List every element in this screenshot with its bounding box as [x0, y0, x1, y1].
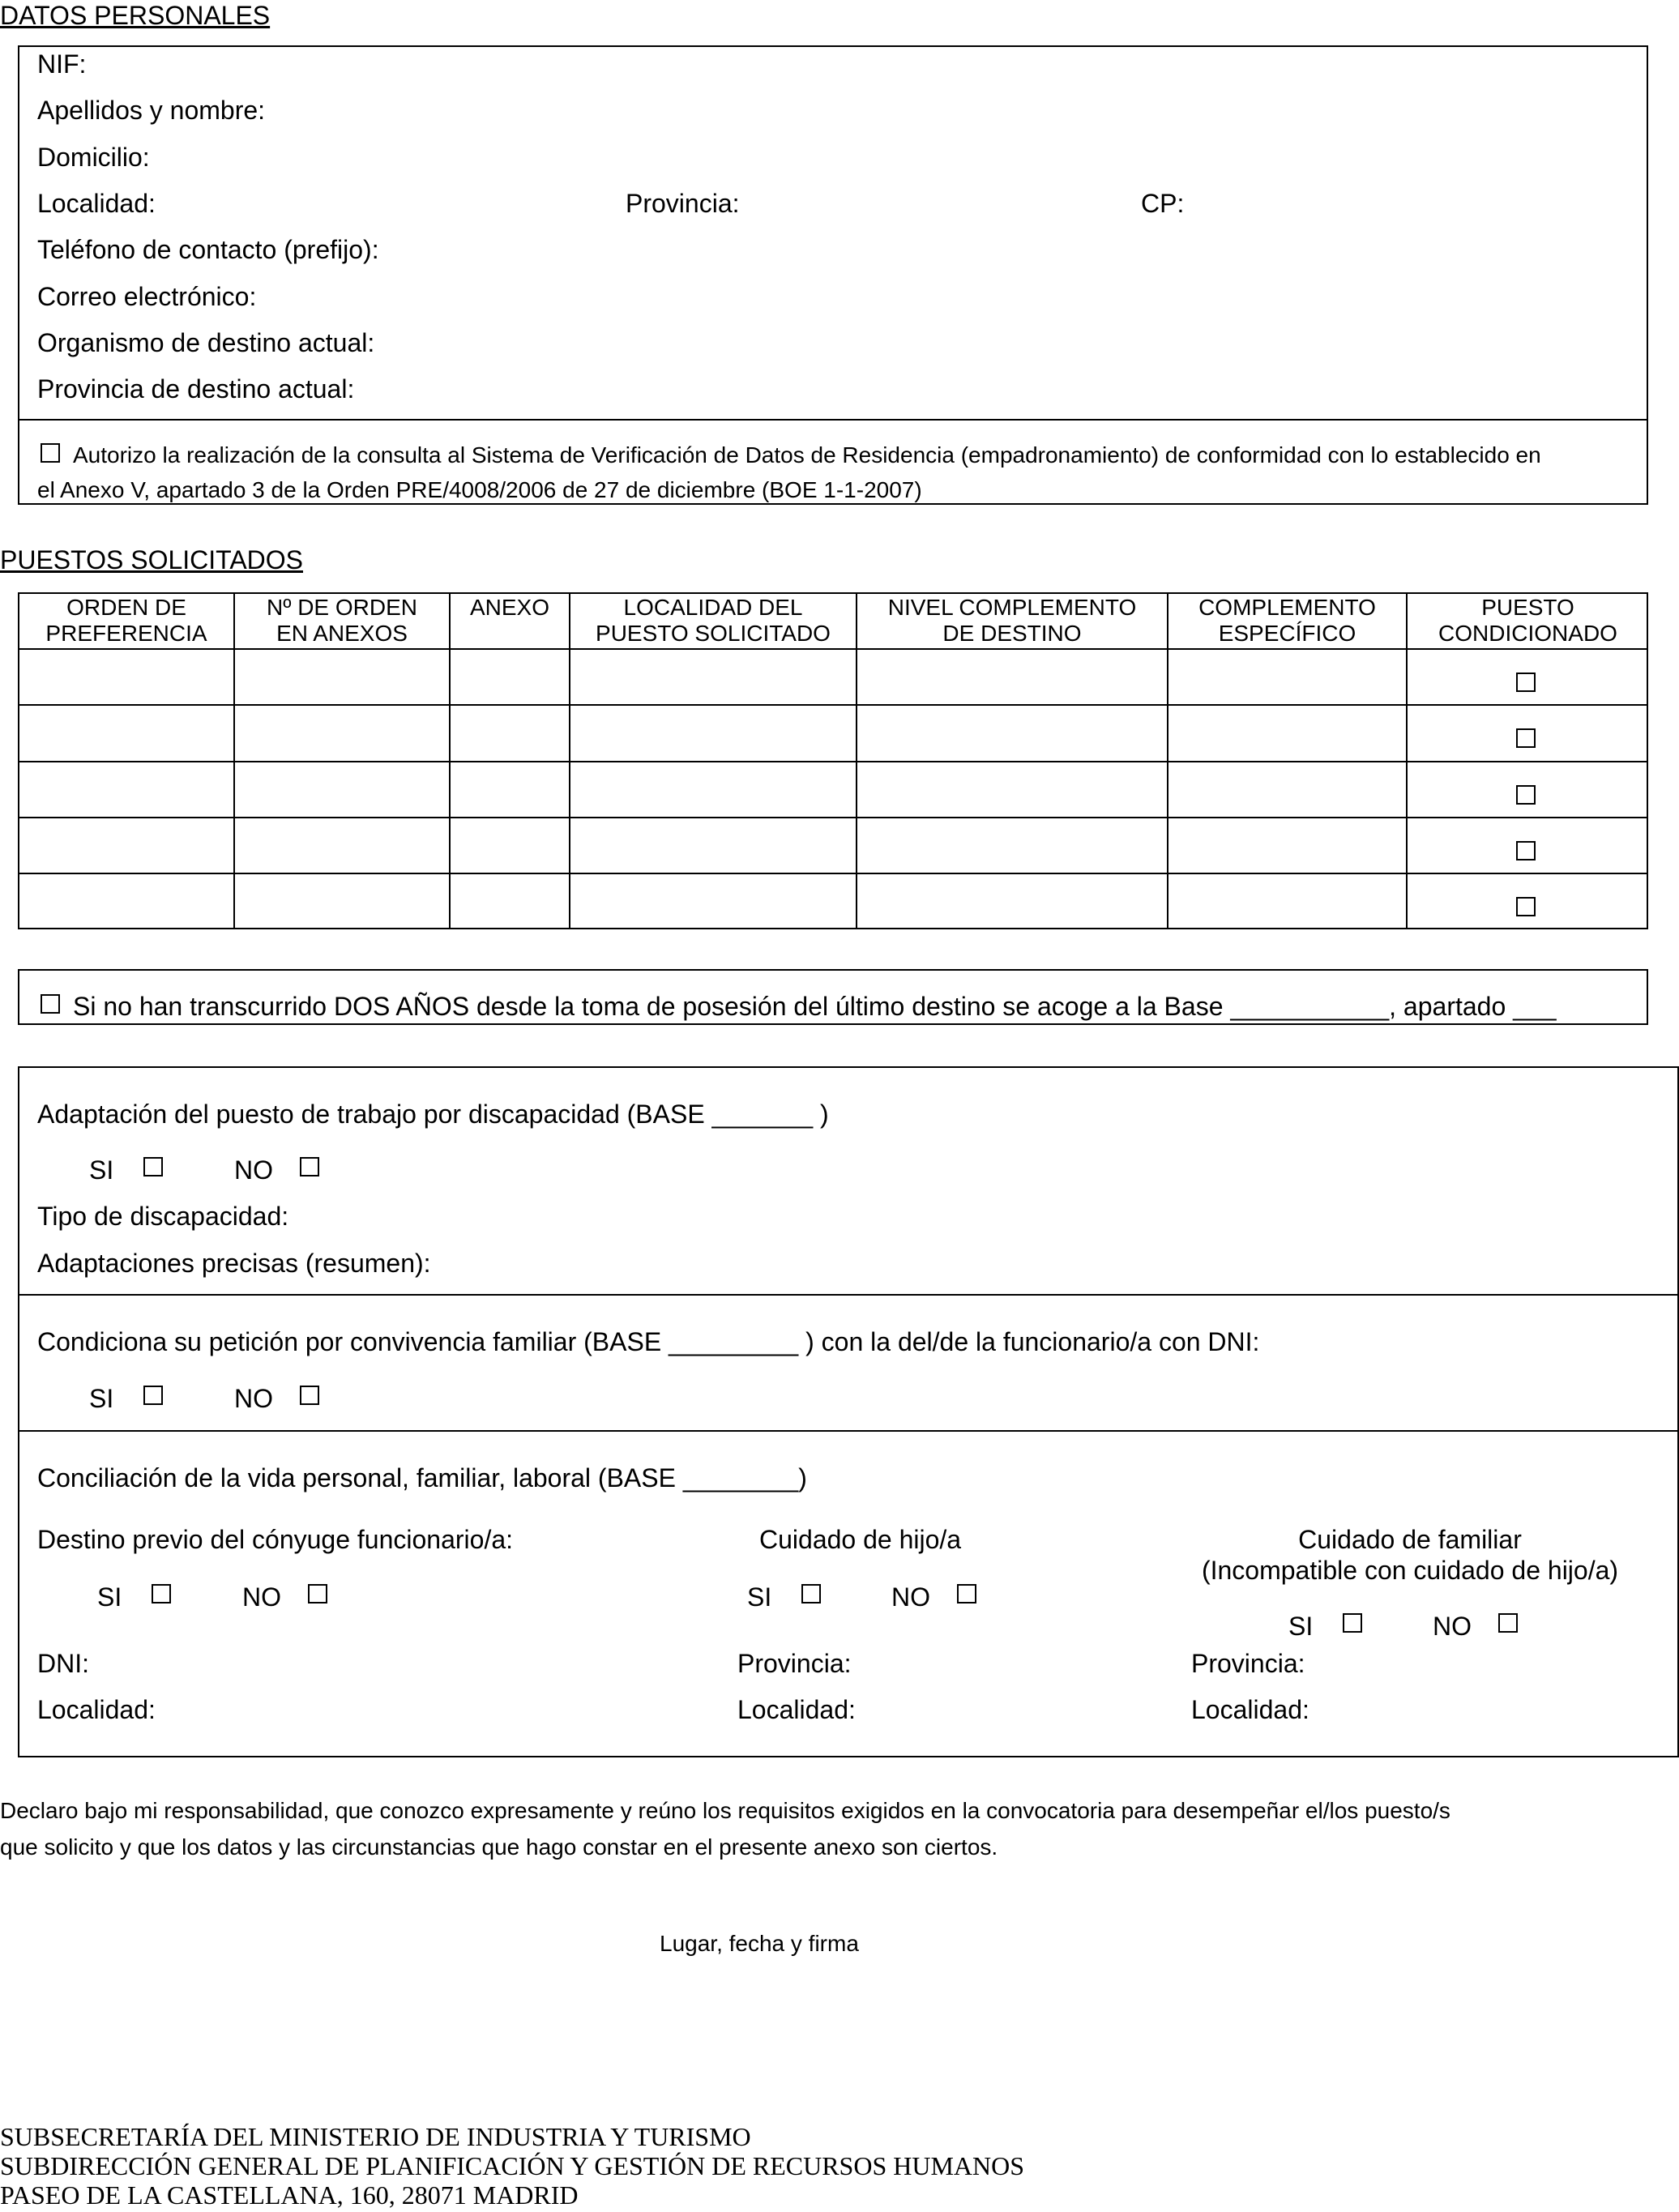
row-divider: [18, 761, 1648, 762]
header-condicionado-line1: PUESTO: [1481, 595, 1574, 620]
footer-direccion: PASEO DE LA CASTELLANA, 160, 28071 MADRID: [0, 2180, 579, 2210]
conyuge-si-checkbox[interactable]: [152, 1584, 171, 1603]
header-localidad-line2: PUESTO SOLICITADO: [596, 621, 831, 646]
provincia-destino-label: Provincia de destino actual:: [37, 374, 355, 404]
header-complemento: [1168, 595, 1406, 647]
domicilio-label: Domicilio:: [37, 143, 150, 172]
header-condicionado-line2: CONDICIONADO: [1438, 621, 1617, 646]
row-4-condicionado-checkbox[interactable]: [1516, 841, 1536, 860]
hijo-si-checkbox[interactable]: [801, 1584, 821, 1603]
situaciones-divider: [18, 1294, 1679, 1296]
header-n-orden-line1: Nº DE ORDEN: [266, 595, 418, 620]
telefono-label: Teléfono de contacto (prefijo):: [37, 235, 379, 264]
autorizo-text-line1: Autorizo la realización de la consulta al Sistema de Verificación de Datos de Residencia (empadronamiento) de conformidad con lo establecido en: [73, 442, 1541, 468]
autorizo-text-line2: el Anexo V, apartado 3 de la Orden PRE/4008/2006 de 27 de diciembre (BOE 1-1-2007): [37, 477, 922, 502]
header-orden-line1: ORDEN DE: [66, 595, 186, 620]
familiar-si-checkbox[interactable]: [1343, 1613, 1362, 1633]
header-nivel-line1: NIVEL COMPLEMENTO: [887, 595, 1137, 620]
footer-subdireccion: SUBDIRECCIÓN GENERAL DE PLANIFICACIÓN Y GESTIÓN DE RECURSOS HUMANOS: [0, 2151, 1025, 2180]
dos-anos-checkbox[interactable]: [41, 994, 60, 1014]
situaciones-divider: [18, 1430, 1679, 1432]
datos-divider: [18, 419, 1648, 421]
puestos-title: PUESTOS SOLICITADOS: [0, 545, 304, 574]
row-3-condicionado-checkbox[interactable]: [1516, 785, 1536, 805]
familiar-si-label: SI: [1288, 1612, 1314, 1641]
conciliacion-title: Conciliación de la vida personal, familiar, laboral (BASE ________): [37, 1463, 807, 1492]
cp-label: CP:: [1141, 189, 1185, 218]
tipo-discapacidad-label: Tipo de discapacidad:: [37, 1202, 289, 1231]
firma-label: Lugar, fecha y firma: [660, 1931, 859, 1956]
header-complemento-line1: COMPLEMENTO: [1198, 595, 1376, 620]
header-condicionado: [1408, 595, 1648, 647]
provincia-label: Provincia:: [626, 189, 740, 218]
row-divider: [18, 817, 1648, 818]
convivencia-no-checkbox[interactable]: [300, 1386, 319, 1405]
conyuge-no-checkbox[interactable]: [308, 1584, 327, 1603]
adaptaciones-label: Adaptaciones precisas (resumen):: [37, 1249, 431, 1278]
header-n-orden: [235, 595, 449, 647]
row-divider: [18, 704, 1648, 706]
row-2-condicionado-checkbox[interactable]: [1516, 728, 1536, 748]
dos-anos-text: Si no han transcurrido DOS AÑOS desde la toma de posesión del último destino se acoge a la Base ___________, apartado ___: [73, 992, 1557, 1021]
hijo-localidad-label: Localidad:: [737, 1695, 856, 1724]
header-nivel-line2: DE DESTINO: [942, 621, 1082, 646]
discapacidad-si-checkbox[interactable]: [143, 1157, 163, 1176]
discapacidad-title: Adaptación del puesto de trabajo por discapacidad (BASE _______ ): [37, 1100, 829, 1129]
conyuge-no-label: NO: [242, 1582, 281, 1612]
conyuge-label: Destino previo del cónyuge funcionario/a:: [37, 1525, 514, 1554]
nif-label: NIF:: [37, 49, 87, 79]
convivencia-si-label: SI: [89, 1384, 114, 1413]
datos-personales-title: DATOS PERSONALES: [0, 1, 271, 30]
hijo-provincia-label: Provincia:: [737, 1649, 852, 1678]
localidad-label: Localidad:: [37, 189, 156, 218]
organismo-label: Organismo de destino actual:: [37, 328, 375, 357]
header-localidad-line1: LOCALIDAD DEL: [623, 595, 803, 620]
hijo-no-label: NO: [891, 1582, 930, 1612]
header-n-orden-line2: EN ANEXOS: [276, 621, 408, 646]
discapacidad-si-label: SI: [89, 1155, 114, 1185]
familiar-no-checkbox[interactable]: [1498, 1613, 1518, 1633]
declaracion-line2: que solicito y que los datos y las circunstancias que hago constar en el presente anexo son ciertos.: [0, 1834, 998, 1860]
discapacidad-no-label: NO: [234, 1155, 273, 1185]
header-localidad: [570, 595, 856, 647]
header-complemento-line2: ESPECÍFICO: [1218, 621, 1356, 646]
autorizo-checkbox[interactable]: [41, 443, 60, 463]
convivencia-no-label: NO: [234, 1384, 273, 1413]
hijo-si-label: SI: [747, 1582, 772, 1612]
familiar-no-label: NO: [1433, 1612, 1472, 1641]
hijo-label: Cuidado de hijo/a: [759, 1525, 962, 1554]
conyuge-dni-label: DNI:: [37, 1649, 89, 1678]
discapacidad-no-checkbox[interactable]: [300, 1157, 319, 1176]
convivencia-title: Condiciona su petición por convivencia familiar (BASE _________ ) con la del/de la funcionario/a con DNI:: [37, 1327, 1260, 1356]
header-orden: [19, 595, 233, 647]
familiar-localidad-label: Localidad:: [1191, 1695, 1309, 1724]
familiar-label-line1: Cuidado de familiar: [1298, 1525, 1522, 1554]
correo-label: Correo electrónico:: [37, 282, 257, 311]
header-nivel: [857, 595, 1167, 647]
row-divider: [18, 873, 1648, 874]
header-anexo-line1: ANEXO: [469, 595, 550, 620]
apellidos-label: Apellidos y nombre:: [37, 96, 266, 125]
row-divider: [18, 648, 1648, 650]
row-5-condicionado-checkbox[interactable]: [1516, 897, 1536, 916]
header-anexo: [451, 595, 569, 621]
conyuge-localidad-label: Localidad:: [37, 1695, 156, 1724]
familiar-provincia-label: Provincia:: [1191, 1649, 1305, 1678]
header-orden-line2: PREFERENCIA: [45, 621, 207, 646]
row-1-condicionado-checkbox[interactable]: [1516, 673, 1536, 692]
footer-ministerio: SUBSECRETARÍA DEL MINISTERIO DE INDUSTRIA Y TURISMO: [0, 2122, 751, 2151]
declaracion-line1: Declaro bajo mi responsabilidad, que conozco expresamente y reúno los requisitos exigidos en la convocatoria para desempeñar el/los puesto/s: [0, 1798, 1450, 1823]
conyuge-si-label: SI: [97, 1582, 122, 1612]
convivencia-si-checkbox[interactable]: [143, 1386, 163, 1405]
familiar-label-line2: (Incompatible con cuidado de hijo/a): [1201, 1556, 1619, 1585]
hijo-no-checkbox[interactable]: [957, 1584, 976, 1603]
